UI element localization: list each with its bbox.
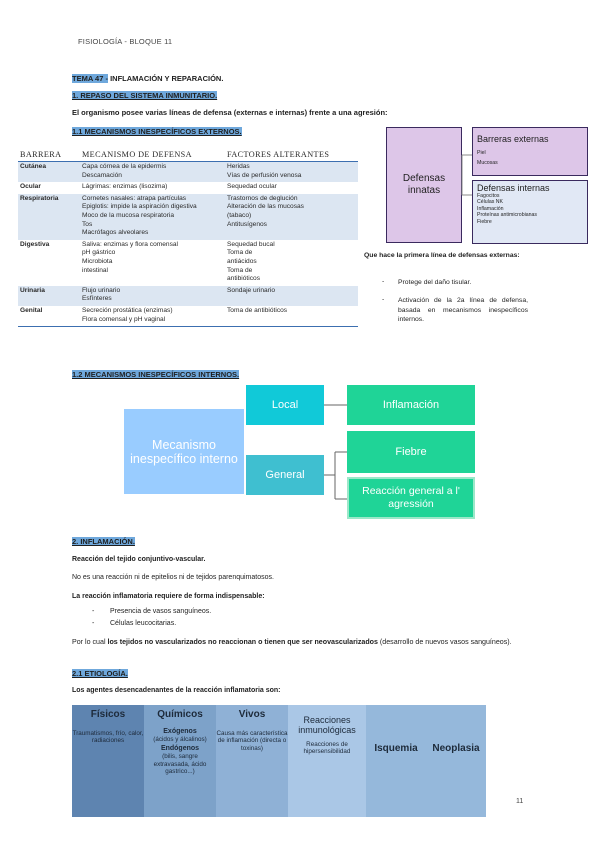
list-item: Piel <box>477 150 486 156</box>
table-cell: Ocular <box>20 183 41 191</box>
table-row <box>18 286 358 306</box>
table-cell: Flujo urinario Esfínteres <box>80 286 225 306</box>
table-cell: Toma de antibióticos <box>225 306 358 327</box>
mecanismo-interno-box: Mecanismo inespecífico interno <box>124 409 244 494</box>
table-header: FACTORES ALTERANTES <box>225 149 358 162</box>
table-cell: Sondaje urinario <box>225 286 358 306</box>
table-header: BARRERA <box>18 149 80 162</box>
barreras-externas-box <box>472 127 588 176</box>
table-cell: Lágrimas: enzimas (lisozima) <box>82 183 168 191</box>
reaccion-tejido: Reacción del tejido conjuntivo-vascular. <box>72 556 206 563</box>
defensas-innatas-box: Defensas innatas <box>386 127 462 243</box>
table-row <box>18 194 358 240</box>
inflamacion-box: Inflamación <box>347 385 475 425</box>
table-cell: Trastornos de deglución Alteración de las mucosas (tabaco) Antitusígenos <box>225 194 358 240</box>
tema-label: TEMA 47 - <box>72 74 108 83</box>
tema-title: INFLAMACIÓN Y REPARACIÓN. <box>110 74 224 83</box>
section-1-2-heading: 1.2 MECANISMOS INESPECÍFICOS INTERNOS. <box>72 370 240 379</box>
table-row <box>18 306 358 327</box>
page-number: 11 <box>516 798 524 805</box>
list-item: Células leucocitarias. <box>110 620 177 627</box>
list-item: Fiebre <box>477 218 492 225</box>
table-cell: Cornetes nasales: atrapa partículas Epiglotis: impide la aspiración digestiva Moco de la mucosa respiratoria Tos Macrófagos alveolares <box>80 194 225 240</box>
isquemia-column: Isquemia <box>366 705 426 817</box>
table-cell: Capa córnea de la epidermis Descamación <box>80 162 225 183</box>
barreras-externas-title: Barreras externas <box>477 134 549 144</box>
por-lo-cual-paragraph: Por lo cual los tejidos no vascularizados no reaccionan o tienen que ser neovascularizados (desarrollo de nuevos vasos sanguíneos). <box>72 638 512 646</box>
defensas-internas-title: Defensas internas <box>477 183 550 193</box>
list-item: Células NK <box>477 199 503 206</box>
list-item: Proteínas antimicrobianas <box>477 212 537 219</box>
local-box: Local <box>246 385 324 425</box>
section-1-1-heading: 1.1 MECANISMOS INESPECÍFICOS EXTERNOS. <box>72 127 242 136</box>
table-cell: Heridas Vías de perfusión venosa <box>225 162 358 183</box>
etiologia-diagram <box>72 705 486 817</box>
list-item: Inflamación <box>477 205 504 212</box>
fisicos-column: Físicos Traumatismos, frío, calor, radiaciones <box>72 705 144 817</box>
table-cell: Secreción prostática (enzimas) Flora comensal y pH vaginal <box>80 306 225 327</box>
neoplasia-column: Neoplasia <box>426 705 486 817</box>
primera-linea-question: Que hace la primera línea de defensas externas: <box>364 252 520 259</box>
table-cell: Saliva: enzimas y flora comensal pH gástrico Microbiota intestinal <box>82 240 179 274</box>
table-row <box>18 240 358 286</box>
requiere-text: La reacción inflamatoria requiere de forma indispensable: <box>72 593 265 600</box>
table-row <box>18 162 358 183</box>
list-item: Mucosas <box>477 160 498 167</box>
bullet-dash: - <box>92 608 95 615</box>
table-cell: Respiratoria <box>18 194 80 240</box>
bullet-dash: - <box>382 278 385 285</box>
barreras-table <box>18 149 358 327</box>
quimicos-column: Químicos Exógenos (ácidos y álcalinos) Endógenos (bilis, sangre extravasada, ácido gastrico...) <box>144 705 216 817</box>
bullet-dash: - <box>382 296 385 303</box>
list-item: Presencia de vasos sanguíneos. <box>110 608 212 615</box>
reacciones-column: Reacciones inmunológicas Reacciones de hipersensibilidad <box>288 705 366 817</box>
bullet-dash: - <box>92 620 95 627</box>
section-1-intro: El organismo posee varias líneas de defensa (externas e internas) frente a una agresión: <box>72 108 388 117</box>
tema-heading <box>72 74 223 83</box>
reaccion-general-box: Reacción general a l' agressión <box>347 477 475 519</box>
defensas-internas-box <box>472 180 588 244</box>
table-cell: Cutánea <box>18 162 80 183</box>
section-1-heading: 1. REPASO DEL SISTEMA INMUNITARIO. <box>72 91 218 100</box>
no-reaccion: No es una reacción ni de epitelios ni de tejidos parenquimatosos. <box>72 574 274 581</box>
table-cell: Sequedad ocular <box>227 183 277 191</box>
section-2-heading: 2. INFLAMACIÓN. <box>72 537 135 546</box>
table-cell: Sequedad bucal Toma de antiácidos Toma de antibióticos <box>227 240 275 283</box>
list-item: Fagocitos <box>477 193 500 199</box>
vivos-column: Vivos Causa más característica de inflamación (directa o toxinas) <box>216 705 288 817</box>
section-2-1-heading: 2.1 ETIOLOGÍA. <box>72 669 128 678</box>
table-header: MECANISMO DE DEFENSA <box>80 149 225 162</box>
list-item: Activación de la 2a línea de defensa, basada en mecanismos inespecíficos internos. <box>398 297 528 323</box>
page-header: FISIOLOGÍA - BLOQUE 11 <box>78 37 173 46</box>
agentes-text: Los agentes desencadenantes de la reacción inflamatoria son: <box>72 687 281 694</box>
general-box: General <box>246 455 324 495</box>
table-cell: Genital <box>18 306 80 327</box>
list-item: Protege del daño tisular. <box>398 279 472 286</box>
fiebre-box: Fiebre <box>347 431 475 473</box>
table-row <box>18 182 358 194</box>
table-cell: Digestiva <box>20 240 50 248</box>
table-cell: Urinaria <box>18 286 80 306</box>
